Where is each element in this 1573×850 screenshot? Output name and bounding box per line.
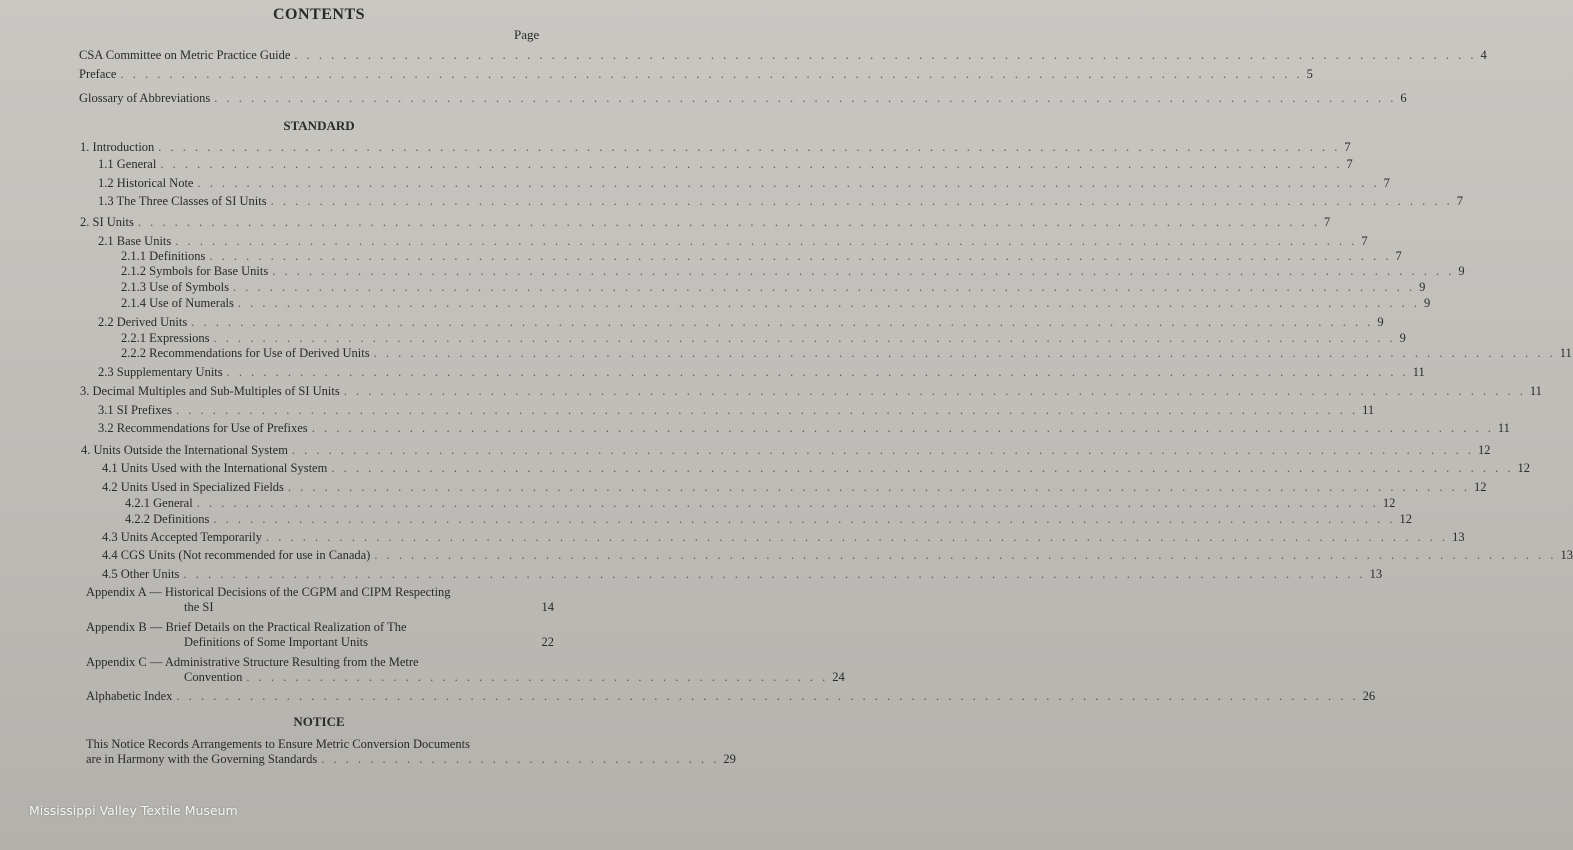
toc-entry[interactable]	[98, 194, 1463, 209]
toc-leader-dots: . . . . . . . . . . . . . . . . . . . . . . . . . . . . . . . . .	[321, 752, 720, 766]
appendix-page: 22	[541, 635, 554, 649]
toc-entry-label: 2.2.1 Expressions	[121, 331, 210, 345]
toc-leader-dots	[238, 296, 1420, 311]
toc-entry-page: 12	[1517, 461, 1530, 475]
toc-entry[interactable]	[98, 403, 1375, 418]
toc-leader-dots	[271, 194, 1453, 209]
toc-entry-label: 2.1.4 Use of Numerals	[121, 296, 234, 310]
appendix-entry[interactable]	[86, 655, 845, 685]
toc-entry-label: CSA Committee on Metric Practice Guide	[79, 48, 291, 62]
toc-entry-page: 11	[1362, 403, 1375, 417]
toc-leader-dots	[331, 461, 1513, 476]
toc-entry-page: 9	[1419, 280, 1426, 294]
appendix-title-cont: Convention	[184, 670, 243, 684]
toc-leader-dots	[191, 315, 1373, 330]
toc-entry[interactable]	[125, 512, 1412, 527]
toc-entry-page: 9	[1458, 264, 1465, 278]
toc-leader-dots	[176, 403, 1358, 418]
toc-entry[interactable]	[80, 215, 1331, 230]
toc-entry-label: 2. SI Units	[80, 215, 134, 229]
toc-leader-dots	[233, 280, 1415, 295]
appendix-title-cont: the SI	[184, 600, 214, 614]
toc-entry-label: 4. Units Outside the International System	[81, 443, 288, 457]
toc-leader-dots	[344, 384, 1526, 399]
toc-entry[interactable]	[98, 365, 1425, 380]
toc-entry[interactable]	[98, 176, 1390, 191]
toc-entry-page: 9	[1377, 315, 1384, 329]
toc-entry-page: 9	[1423, 296, 1431, 310]
toc-leader-dots	[374, 346, 1556, 361]
toc-entry-page: 7	[1323, 215, 1331, 229]
toc-leader-dots	[183, 567, 1365, 582]
toc-entry-label: 2.1.1 Definitions	[121, 249, 206, 263]
toc-entry[interactable]	[102, 461, 1530, 476]
toc-entry[interactable]	[79, 91, 1407, 106]
toc-entry[interactable]	[80, 140, 1351, 155]
appendix-title: Appendix B — Brief Details on the Practical Realization of The	[86, 620, 407, 634]
toc-entry[interactable]	[102, 530, 1465, 545]
toc-entry-page: 13	[1452, 530, 1465, 544]
toc-entry[interactable]	[79, 67, 1313, 82]
toc-leader-dots	[160, 157, 1342, 172]
notice-line-2: are in Harmony with the Governing Standards	[86, 752, 318, 766]
toc-leader-dots	[214, 331, 1396, 346]
toc-entry[interactable]	[121, 264, 1465, 279]
toc-entry-label: 4.1 Units Used with the International System	[102, 461, 328, 475]
toc-leader-dots	[175, 234, 1357, 249]
page-column-label: Page	[514, 27, 540, 42]
toc-entry-label: 4.2 Units Used in Specialized Fields	[102, 480, 284, 494]
toc-entry[interactable]	[121, 249, 1402, 264]
appendix-title: Appendix A — Historical Decisions of the CGPM and CIPM Respecting	[86, 585, 451, 599]
toc-leader-dots	[214, 91, 1396, 106]
toc-leader-dots	[294, 48, 1476, 63]
toc-entry[interactable]	[86, 689, 1376, 704]
toc-entry-label: 4.2.2 Definitions	[125, 512, 210, 526]
toc-leader-dots	[292, 443, 1474, 458]
toc-entry[interactable]	[98, 234, 1368, 249]
notice-heading: NOTICE	[293, 714, 345, 729]
toc-entry-label: 4.2.1 General	[125, 496, 193, 510]
toc-entry-page: 13	[1560, 548, 1573, 562]
toc-entry-label: 2.1.2 Symbols for Base Units	[121, 264, 269, 278]
appendix-entry[interactable]	[86, 620, 554, 650]
toc-entry-page: 26	[1362, 689, 1376, 703]
toc-entry[interactable]	[98, 421, 1510, 436]
toc-leader-dots	[197, 496, 1379, 511]
toc-entry-label: Preface	[79, 67, 117, 81]
toc-entry-page: 6	[1400, 91, 1407, 105]
toc-entry[interactable]	[81, 443, 1491, 458]
toc-entry-page: 7	[1456, 194, 1463, 208]
toc-entry-label: 4.3 Units Accepted Temporarily	[102, 530, 262, 544]
toc-entry-label: 3. Decimal Multiples and Sub-Multiples of SI Units	[80, 384, 340, 398]
toc-entry[interactable]	[98, 157, 1353, 172]
toc-entry-label: 2.1.3 Use of Symbols	[121, 280, 229, 294]
toc-entry-label: Glossary of Abbreviations	[79, 91, 211, 105]
toc-leader-dots	[272, 264, 1454, 279]
appendix-page: 14	[541, 600, 554, 614]
toc-entry-page: 9	[1399, 331, 1406, 345]
toc-leader-dots	[213, 512, 1395, 527]
toc-entry[interactable]	[121, 331, 1406, 346]
toc-entry-page: 4	[1480, 48, 1487, 62]
toc-leader-dots	[120, 67, 1302, 82]
toc-entry-label: 4.5 Other Units	[102, 567, 180, 581]
toc-entry-label: 3.2 Recommendations for Use of Prefixes	[98, 421, 308, 435]
toc-entry[interactable]	[102, 480, 1487, 495]
toc-entry-page: 7	[1344, 140, 1351, 154]
toc-leader-dots	[209, 249, 1391, 264]
toc-entry-label: 4.4 CGS Units (Not recommended for use in Canada)	[102, 548, 371, 562]
toc-leader-dots	[158, 140, 1340, 155]
page-title: CONTENTS	[272, 6, 366, 23]
toc-entry[interactable]	[102, 567, 1383, 582]
toc-entry[interactable]	[121, 280, 1426, 295]
toc-entry-page: 12	[1399, 512, 1412, 526]
appendix-title-cont: Definitions of Some Important Units	[184, 635, 369, 649]
notice-line-1: This Notice Records Arrangements to Ensure Metric Conversion Documents	[86, 737, 470, 751]
toc-entry[interactable]	[79, 48, 1487, 63]
toc-entry-label: Alphabetic Index	[86, 689, 173, 703]
toc-leader-dots	[288, 480, 1470, 495]
appendix-title: Appendix C — Administrative Structure Resulting from the Metre	[86, 655, 419, 669]
toc-entry-label: 2.1 Base Units	[98, 234, 172, 248]
toc-entry[interactable]	[80, 384, 1542, 399]
toc-entry-page: 12	[1478, 443, 1491, 457]
toc-entry-label: 1.2 Historical Note	[98, 176, 194, 190]
notice-entry[interactable]	[86, 737, 736, 767]
toc-entry-page: 7	[1395, 249, 1402, 263]
toc-entry-label: 2.2.2 Recommendations for Use of Derived Units	[121, 346, 370, 360]
toc-entry-label: 2.2 Derived Units	[98, 315, 188, 329]
watermark-text: Mississippi Valley Textile Museum	[29, 803, 238, 818]
toc-leader-dots	[374, 548, 1556, 563]
toc-leader-dots: . . . . . . . . . . . . . . . . . . . . . . . . . . . . . . . . . . . . . . . . . . . . . . . .	[246, 670, 829, 684]
toc-entry[interactable]	[121, 296, 1431, 311]
toc-entry[interactable]	[102, 548, 1573, 563]
toc-entry-label: 1.1 General	[98, 157, 157, 171]
standard-heading: STANDARD	[283, 118, 355, 133]
toc-leader-dots	[227, 365, 1409, 380]
toc-leader-dots	[197, 176, 1379, 191]
toc-entry-page: 7	[1383, 176, 1390, 190]
toc-entry-label: 1. Introduction	[80, 140, 155, 154]
toc-entry-label: 2.3 Supplementary Units	[98, 365, 223, 379]
toc-entry-page: 11	[1412, 365, 1425, 379]
toc-entry-label: 3.1 SI Prefixes	[98, 403, 172, 417]
toc-entry[interactable]	[125, 496, 1396, 511]
toc-entry-page: 11	[1529, 384, 1542, 398]
toc-entry-page: 5	[1306, 67, 1313, 81]
toc-entry-page: 11	[1559, 346, 1572, 360]
toc-entry[interactable]	[98, 315, 1384, 330]
toc-leader-dots	[138, 215, 1320, 230]
toc-entry-label: 1.3 The Three Classes of SI Units	[98, 194, 267, 208]
toc-leader-dots	[176, 689, 1358, 704]
toc-entry[interactable]	[121, 346, 1572, 361]
toc-entry-page: 12	[1382, 496, 1396, 510]
toc-entry-page: 7	[1361, 234, 1368, 248]
toc-entry-page: 7	[1346, 157, 1353, 171]
notice-page: 29	[723, 752, 736, 766]
toc-leader-dots	[312, 421, 1494, 436]
toc-entry-page: 13	[1369, 567, 1383, 581]
toc-leader-dots	[266, 530, 1448, 545]
appendix-entry[interactable]	[86, 585, 554, 615]
appendix-page: 24	[832, 670, 845, 684]
toc-entry-page: 12	[1474, 480, 1487, 494]
toc-entry-page: 11	[1497, 421, 1510, 435]
